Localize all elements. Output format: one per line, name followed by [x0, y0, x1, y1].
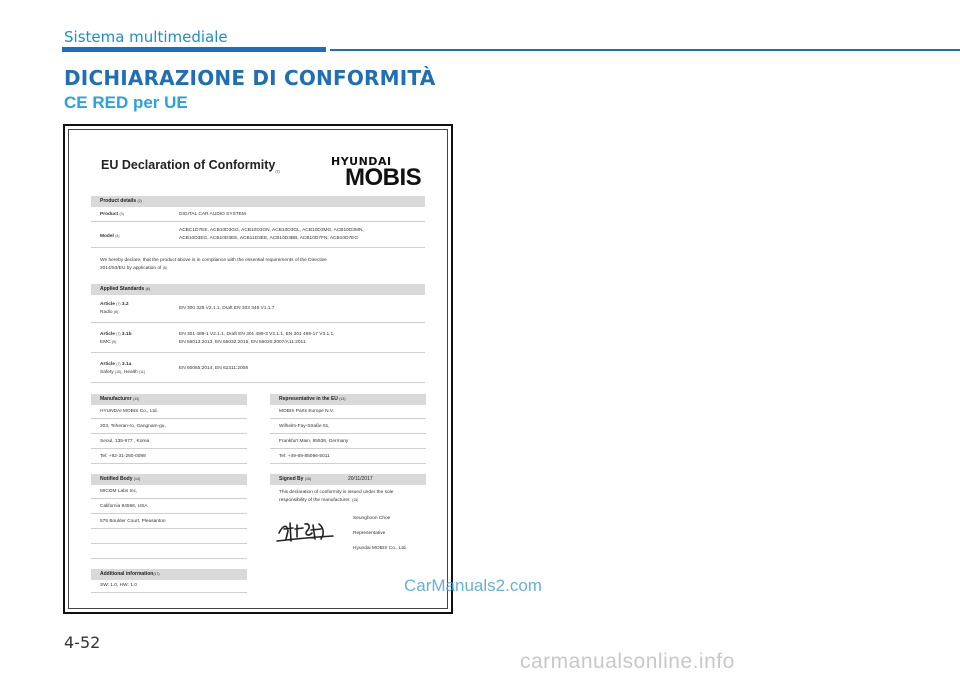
article-3-standard: EN 60065:2014, EN 62311:2008 — [179, 366, 248, 371]
article-1-standard: EN 300 328 V2.1.1, Draft EN 303 345 V1.1.7 — [179, 306, 275, 311]
declare-line-1: We hereby declare, that the product above is in compliance with the essential requirements of the Directive — [100, 258, 327, 263]
declaration-document — [63, 124, 453, 614]
signed-statement-1: This declaration of conformity is issued under the sole — [279, 490, 394, 495]
page-title: DICHIARAZIONE DI CONFORMITÀ — [64, 66, 436, 90]
article-2-label: Article (7) 3.1b — [100, 332, 132, 337]
representative-line: Wilhelm-Fay-Straße 51, — [279, 424, 330, 429]
divider — [91, 592, 247, 593]
additional-info-value: SW: 1.0, HW: 1.0 — [100, 583, 137, 588]
product-value: DIGITAL CAR AUDIO SYSTEM — [179, 212, 246, 217]
header-bar-thick — [62, 47, 326, 52]
divider — [91, 513, 247, 514]
signer-role: Representative — [353, 531, 386, 536]
notified-body-line: MICOM Labs Inc, — [100, 489, 138, 494]
model-line-1: ACBC1D7EE, ACB10D3GG, ACB10D3GN, ACB10D3GL, ACB10D3MG, ACB10D3MN, — [179, 228, 364, 233]
divider — [270, 418, 426, 419]
applied-standards-header: Applied Standards (6) — [91, 284, 425, 295]
manufacturer-line: 203, Teheran-ro, Gangnam-gu, — [100, 424, 166, 429]
signer-name: Seunghoon Choe — [353, 516, 391, 521]
model-label: Model (4) — [100, 234, 120, 239]
representative-header: Representative in the EU (13) — [270, 394, 426, 405]
product-label: Product (3) — [100, 212, 124, 217]
hyundai-logo: HYUNDAI — [331, 155, 392, 168]
divider — [91, 498, 247, 499]
model-line-2: ACB10D3EG, ACB10D3EE, ACB11D3EE, ACB10D3BB, ACB10D7FN, ACB10D7EG — [179, 236, 359, 241]
article-3-label: Article (7) 3.1a — [100, 362, 132, 367]
divider — [91, 448, 247, 449]
divider — [91, 418, 247, 419]
manufacturer-header: Manufacturer (12) — [91, 394, 247, 405]
additional-info-header: Additional information(17) — [91, 569, 247, 580]
divider — [270, 433, 426, 434]
page-subtitle: CE RED per UE — [64, 93, 188, 112]
representative-line: Tel: +49-69-85096-5011 — [279, 454, 330, 459]
watermark-text: CarManuals2.com — [404, 576, 542, 595]
signature-image — [275, 515, 335, 545]
divider — [91, 463, 247, 464]
divider — [91, 528, 247, 529]
mobis-logo: MOBIS — [345, 164, 422, 191]
divider — [91, 322, 425, 323]
divider — [91, 433, 247, 434]
manufacturer-line: Tel: +82-31-260-0098 — [100, 454, 146, 459]
article-2-standard-1: EN 301 489-1 V2.1.1, Draft EN 301 489-3 V2.1.1, EN 301 489-17 V3.1.1, — [179, 332, 335, 337]
notified-body-line: 575 Boulder Court, Pleasanton — [100, 519, 166, 524]
header-bar-thin — [330, 49, 960, 51]
article-2-standard-2: EN 55013:2013, EN 55032:2015, EN 55020:2007/A11:2011 — [179, 340, 306, 345]
footer-site-text: carmanualsonline.info — [520, 650, 735, 673]
article-1-label: Article (7) 3.2 — [100, 302, 129, 307]
article-2-sub: EMC (9) — [100, 340, 117, 345]
section-label: Sistema multimediale — [64, 28, 228, 46]
divider — [91, 352, 425, 353]
document-content — [65, 126, 451, 612]
divider — [91, 247, 425, 248]
page-number: 4-52 — [64, 633, 101, 652]
manufacturer-line: Seoul, 135-977 , Korea — [100, 439, 150, 444]
divider — [91, 221, 425, 222]
signer-company: Hyundai MOBIS Co., Ltd. — [353, 546, 407, 551]
signed-by-header: Signed By (15) 20/11/2017 — [270, 474, 426, 485]
declare-line-2: 2014/53/EU by application of (5) — [100, 266, 167, 271]
notified-body-line: California 94566, USA — [100, 504, 148, 509]
divider — [91, 543, 247, 544]
manufacturer-line: HYUNDAI MOBIS Co., Ltd. — [100, 409, 158, 414]
product-details-header: Product details (2) — [91, 196, 425, 207]
representative-line: MOBIS Parts Europe N.V. — [279, 409, 335, 414]
notified-body-header: Notified Body (14) — [91, 474, 247, 485]
signed-statement-2: responsibility of the manufacturer. (16) — [279, 498, 359, 503]
article-1-sub: Radio (8) — [100, 310, 119, 315]
divider — [270, 448, 426, 449]
representative-line: Frankfurt Main, 65936, Germany — [279, 439, 349, 444]
article-3-sub: Safety (10), Health (11) — [100, 370, 146, 375]
divider — [91, 558, 247, 559]
divider — [270, 463, 426, 464]
doc-title: EU Declaration of Conformity$_{(1)}$ — [101, 158, 280, 174]
divider — [91, 382, 425, 383]
